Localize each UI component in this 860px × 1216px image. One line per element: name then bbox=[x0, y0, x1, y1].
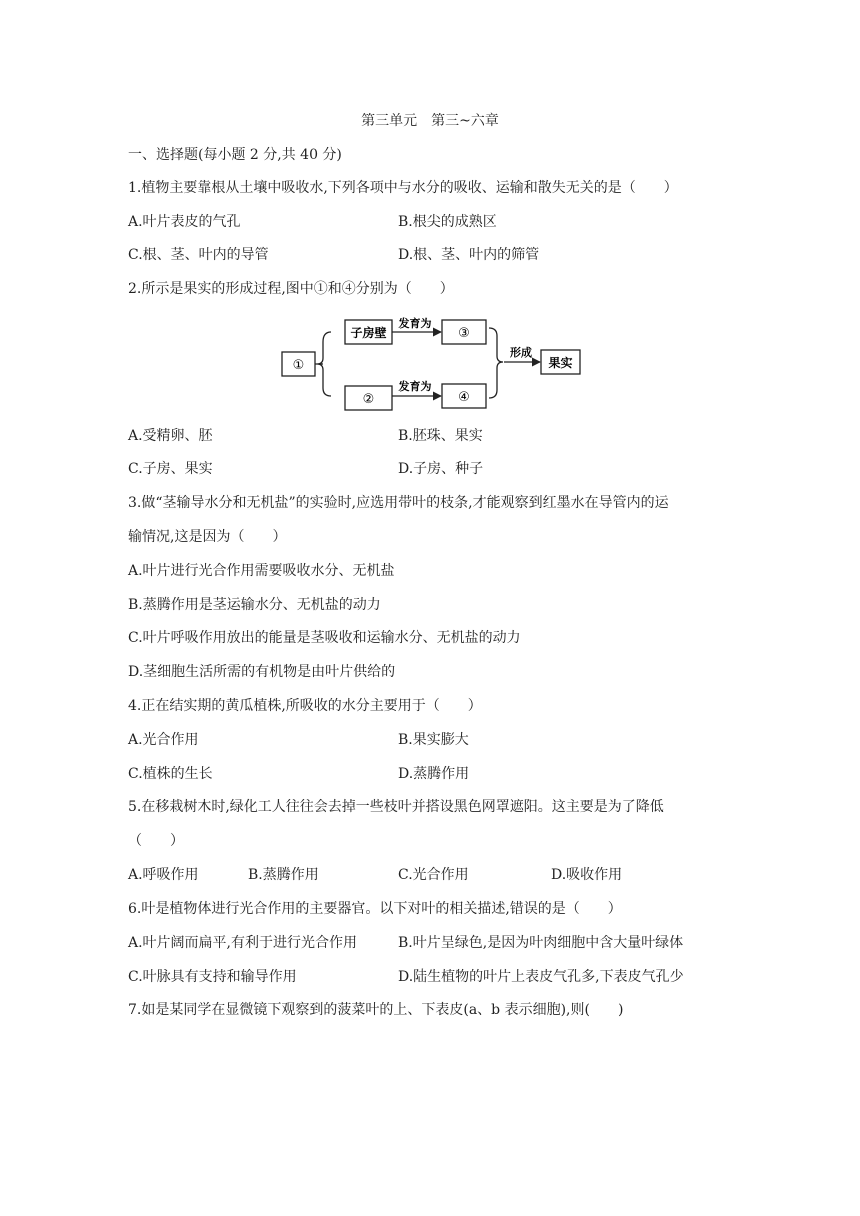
question-4-stem: 4.正在结实期的黄瓜植株,所吸收的水分主要用于（ ） bbox=[128, 698, 482, 714]
form-label: 形成 bbox=[510, 346, 532, 359]
question-4-option-c[interactable]: C.植株的生长 bbox=[128, 766, 213, 782]
fruit-label: 果实 bbox=[548, 356, 573, 370]
question-6-option-a[interactable]: A.叶片阔而扁平,有利于进行光合作用 bbox=[128, 935, 358, 951]
question-5-option-a[interactable]: A.呼吸作用 bbox=[128, 867, 199, 883]
box-3-label: ③ bbox=[458, 326, 470, 341]
question-2-stem: 2.所示是果实的形成过程,图中①和④分别为（ ） bbox=[128, 281, 454, 297]
fruit-formation-diagram bbox=[275, 312, 595, 412]
question-5-stem: 5.在移栽树木时,绿化工人往往会去掉一些枝叶并搭设黑色网罩遮阳。这主要是为了降低 bbox=[128, 799, 664, 815]
develop-label-top: 发育为 bbox=[398, 317, 432, 330]
question-6-option-c[interactable]: C.叶脉具有支持和输导作用 bbox=[128, 969, 297, 985]
question-2-option-d[interactable]: D.子房、种子 bbox=[398, 461, 484, 477]
question-4-option-b[interactable]: B.果实膨大 bbox=[398, 732, 469, 748]
question-4-option-d[interactable]: D.蒸腾作用 bbox=[398, 766, 470, 782]
ovary-wall-box bbox=[345, 320, 392, 344]
question-5-option-c[interactable]: C.光合作用 bbox=[398, 867, 469, 883]
question-7-stem: 7.如是某同学在显微镜下观察到的菠菜叶的上、下表皮(a、b 表示细胞),则( ) bbox=[128, 1002, 624, 1018]
question-5-stem-continued: （ ） bbox=[128, 833, 184, 849]
box-4-label: ④ bbox=[458, 390, 470, 405]
box-2 bbox=[345, 386, 392, 410]
question-6-option-b[interactable]: B.叶片呈绿色,是因为叶肉细胞中含大量叶绿体 bbox=[398, 935, 684, 951]
page-title: 第三单元 第三~六章 bbox=[361, 113, 499, 129]
develop-label-bottom: 发育为 bbox=[398, 380, 432, 393]
question-3-option-b[interactable]: B.蒸腾作用是茎运输水分、无机盐的动力 bbox=[128, 597, 381, 613]
question-1-option-a[interactable]: A.叶片表皮的气孔 bbox=[128, 214, 241, 230]
left-brace bbox=[315, 332, 331, 396]
question-1-option-b[interactable]: B.根尖的成熟区 bbox=[398, 214, 497, 230]
box-2-label: ② bbox=[362, 392, 375, 407]
question-1-option-d[interactable]: D.根、茎、叶内的筛管 bbox=[398, 247, 540, 263]
question-2-option-a[interactable]: A.受精卵、胚 bbox=[128, 428, 213, 444]
right-brace bbox=[489, 328, 503, 398]
ovary-wall-label: 子房壁 bbox=[350, 326, 387, 340]
section-heading: 一、选择题(每小题 2 分,共 40 分) bbox=[128, 147, 342, 163]
fruit-box bbox=[541, 350, 580, 374]
question-6-stem: 6.叶是植物体进行光合作用的主要器官。以下对叶的相关描述,错误的是（ ） bbox=[128, 901, 622, 917]
question-4-option-a[interactable]: A.光合作用 bbox=[128, 732, 199, 748]
question-3-option-c[interactable]: C.叶片呼吸作用放出的能量是茎吸收和运输水分、无机盐的动力 bbox=[128, 630, 521, 646]
question-2-option-b[interactable]: B.胚珠、果实 bbox=[398, 428, 483, 444]
question-2-option-c[interactable]: C.子房、果实 bbox=[128, 461, 213, 477]
question-6-option-d[interactable]: D.陆生植物的叶片上表皮气孔多,下表皮气孔少 bbox=[398, 969, 684, 985]
box-3 bbox=[442, 320, 486, 344]
question-5-option-d[interactable]: D.吸收作用 bbox=[551, 867, 623, 883]
question-3-stem: 3.做“茎输导水分和无机盐”的实验时,应选用带叶的枝条,才能观察到红墨水在导管内的运 bbox=[128, 495, 669, 511]
question-3-option-a[interactable]: A.叶片进行光合作用需要吸收水分、无机盐 bbox=[128, 563, 395, 579]
question-1-option-c[interactable]: C.根、茎、叶内的导管 bbox=[128, 247, 269, 263]
box-4 bbox=[442, 384, 486, 408]
question-3-stem-continued: 输情况,这是因为（ ） bbox=[128, 529, 287, 545]
question-5-option-b[interactable]: B.蒸腾作用 bbox=[248, 867, 319, 883]
box-1-label: ① bbox=[292, 358, 305, 373]
question-3-option-d[interactable]: D.茎细胞生活所需的有机物是由叶片供给的 bbox=[128, 664, 396, 680]
question-1-stem: 1.植物主要靠根从土壤中吸收水,下列各项中与水分的吸收、运输和散失无关的是（ ） bbox=[128, 180, 678, 196]
box-1 bbox=[282, 352, 315, 376]
